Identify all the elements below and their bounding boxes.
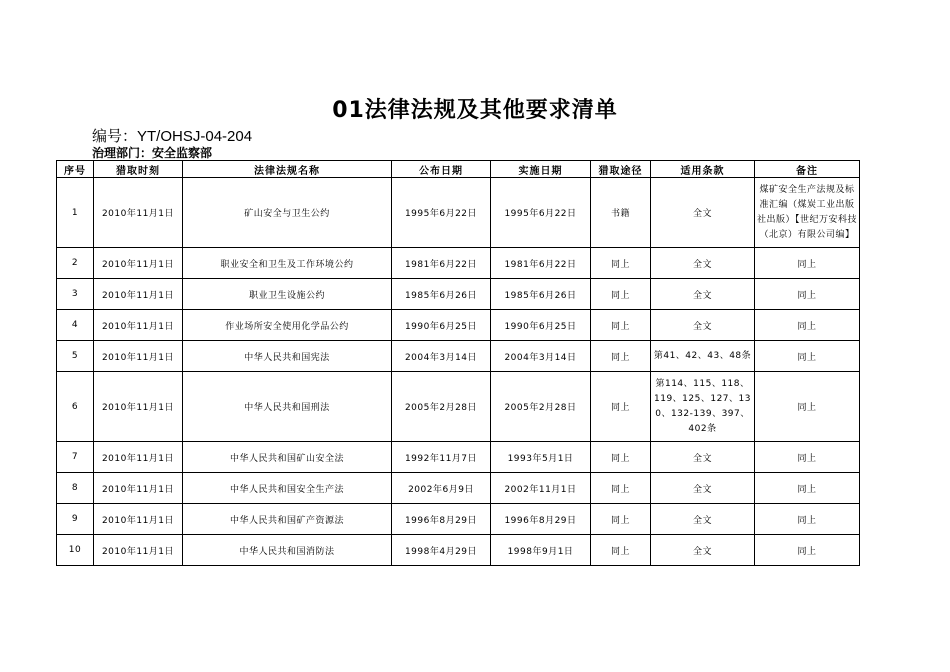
cell-acquired: 2010年11月1日 [94,504,183,535]
cell-clauses: 全文 [651,535,755,566]
cell-name: 中华人民共和国矿产资源法 [183,504,392,535]
cell-source: 同上 [591,248,651,279]
cell-acquired: 2010年11月1日 [94,473,183,504]
department-value: 安全监察部 [152,146,213,160]
cell-published: 2005年2月28日 [392,372,491,442]
department-label: 治理部门： [92,146,153,160]
cell-effective: 1990年6月25日 [491,310,591,341]
cell-acquired: 2010年11月1日 [94,442,183,473]
header-clauses: 适用条款 [651,161,755,178]
cell-source: 同上 [591,372,651,442]
cell-source: 书籍 [591,178,651,248]
table-row [57,473,860,504]
cell-note: 同上 [755,279,860,310]
cell-no: 9 [57,504,94,535]
cell-note: 同上 [755,372,860,442]
cell-published: 1981年6月22日 [392,248,491,279]
cell-clauses: 第114、115、118、119、125、127、130、132-139、397、402条 [651,372,755,442]
cell-effective: 2005年2月28日 [491,372,591,442]
cell-note: 同上 [755,442,860,473]
cell-effective: 2002年11月1日 [491,473,591,504]
cell-acquired: 2010年11月1日 [94,372,183,442]
table-row [57,341,860,372]
cell-name: 中华人民共和国刑法 [183,372,392,442]
table-header-row [57,161,860,178]
cell-name: 中华人民共和国宪法 [183,341,392,372]
header-source: 猎取途径 [591,161,651,178]
department [92,144,212,161]
page-title: 01法律法规及其他要求清单 [332,98,618,123]
header-note: 备注 [755,161,860,178]
cell-clauses: 全文 [651,504,755,535]
cell-acquired: 2010年11月1日 [94,341,183,372]
cell-note: 煤矿安全生产法规及标准汇编（煤炭工业出版社出版）【世纪万安科技（北京）有限公司编】 [755,178,860,248]
cell-name: 中华人民共和国消防法 [183,535,392,566]
header-acquired: 猎取时刻 [94,161,183,178]
cell-note: 同上 [755,248,860,279]
cell-clauses: 全文 [651,473,755,504]
cell-clauses: 第41、42、43、48条 [651,341,755,372]
cell-published: 1992年11月7日 [392,442,491,473]
cell-clauses: 全文 [651,442,755,473]
cell-note: 同上 [755,504,860,535]
cell-source: 同上 [591,341,651,372]
cell-published: 1996年8月29日 [392,504,491,535]
cell-note: 同上 [755,341,860,372]
document-number [92,125,252,146]
cell-name: 中华人民共和国矿山安全法 [183,442,392,473]
table-row [57,178,860,248]
cell-clauses: 全文 [651,310,755,341]
cell-published: 2002年6月9日 [392,473,491,504]
cell-clauses: 全文 [651,279,755,310]
table-row [57,279,860,310]
cell-name: 职业安全和卫生及工作环境公约 [183,248,392,279]
cell-no: 4 [57,310,94,341]
header-name: 法律法规名称 [183,161,392,178]
cell-acquired: 2010年11月1日 [94,279,183,310]
cell-name: 职业卫生设施公约 [183,279,392,310]
cell-no: 5 [57,341,94,372]
regulations-table [56,160,860,566]
cell-no: 7 [57,442,94,473]
header-published: 公布日期 [392,161,491,178]
cell-clauses: 全文 [651,248,755,279]
document-number-code: YT/OHSJ-04-204 [137,128,253,145]
cell-no: 3 [57,279,94,310]
cell-published: 1995年6月22日 [392,178,491,248]
cell-effective: 1985年6月26日 [491,279,591,310]
table-row [57,535,860,566]
cell-note: 同上 [755,473,860,504]
cell-acquired: 2010年11月1日 [94,535,183,566]
cell-clauses: 全文 [651,178,755,248]
cell-no: 1 [57,178,94,248]
cell-source: 同上 [591,310,651,341]
cell-acquired: 2010年11月1日 [94,310,183,341]
cell-source: 同上 [591,279,651,310]
cell-name: 作业场所安全使用化学品公约 [183,310,392,341]
cell-effective: 2004年3月14日 [491,341,591,372]
cell-source: 同上 [591,442,651,473]
header-no: 序号 [57,161,94,178]
table-row [57,372,860,442]
cell-note: 同上 [755,310,860,341]
table-row [57,442,860,473]
cell-published: 1998年4月29日 [392,535,491,566]
cell-effective: 1996年8月29日 [491,504,591,535]
cell-source: 同上 [591,535,651,566]
cell-no: 2 [57,248,94,279]
cell-effective: 1993年5月1日 [491,442,591,473]
cell-note: 同上 [755,535,860,566]
cell-published: 2004年3月14日 [392,341,491,372]
cell-published: 1985年6月26日 [392,279,491,310]
header-effective: 实施日期 [491,161,591,178]
cell-no: 8 [57,473,94,504]
cell-source: 同上 [591,504,651,535]
cell-acquired: 2010年11月1日 [94,178,183,248]
cell-no: 10 [57,535,94,566]
table-row [57,310,860,341]
cell-source: 同上 [591,473,651,504]
cell-name: 矿山安全与卫生公约 [183,178,392,248]
document-number-label: 编号： [92,127,138,145]
cell-no: 6 [57,372,94,442]
cell-published: 1990年6月25日 [392,310,491,341]
cell-effective: 1981年6月22日 [491,248,591,279]
cell-effective: 1995年6月22日 [491,178,591,248]
table-row [57,504,860,535]
cell-acquired: 2010年11月1日 [94,248,183,279]
cell-effective: 1998年9月1日 [491,535,591,566]
table-row [57,248,860,279]
cell-name: 中华人民共和国安全生产法 [183,473,392,504]
